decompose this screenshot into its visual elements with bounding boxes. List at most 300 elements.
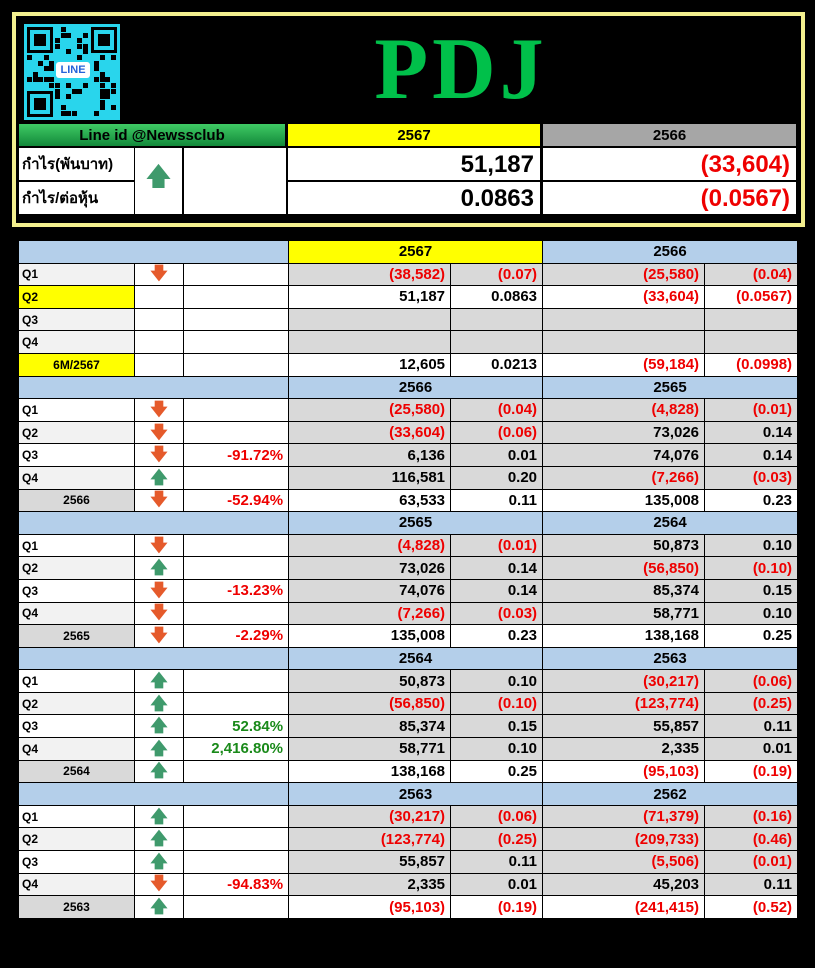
growth-percent [184,896,289,919]
arrow-down-icon: 🡇 [150,535,168,555]
table-row [19,489,798,512]
row-label: 2564 [19,760,135,783]
table-row [19,579,798,602]
value-previous: (59,184) [543,353,705,376]
table-row [19,760,798,783]
eps-previous: 0.10 [705,534,798,557]
qr-module [100,72,105,77]
qr-module [66,33,71,38]
table-row [19,444,798,467]
brand-title: PDJ [374,21,548,118]
table-row [19,399,798,422]
table-row [19,738,798,761]
row-label: Q1 [19,263,135,286]
qr-module [38,77,43,82]
qr-module [55,38,60,43]
eps-previous [705,308,798,331]
qr-module [105,94,110,99]
growth-percent [184,286,289,309]
qr-module [100,94,105,99]
eps-previous: (0.0998) [705,353,798,376]
section-header-blank [19,783,289,806]
eps-current: 0.0863 [451,286,543,309]
qr-module [66,94,71,99]
qr-module [111,89,116,94]
growth-percent: 52.84% [184,715,289,738]
eps-previous: (0.25) [705,692,798,715]
row-label: 6M/2567 [19,353,135,376]
qr-module [83,44,88,49]
value-previous [543,331,705,354]
eps-label: กำไร/ต่อหุ้น [18,181,183,215]
qr-module [77,38,82,43]
table-row [19,692,798,715]
eps-previous: (0.04) [705,263,798,286]
eps-current: (0.07) [451,263,543,286]
eps-current: 0.14 [451,579,543,602]
value-current: (95,103) [289,896,451,919]
value-previous: (25,580) [543,263,705,286]
eps-previous: (0.0567) [542,181,797,215]
qr-module [33,72,38,77]
section-header-row [19,512,798,535]
eps-current: (0.04) [451,399,543,422]
row-label: Q1 [19,534,135,557]
growth-percent [184,760,289,783]
qr-module [61,27,66,32]
trend-cell [135,873,184,896]
row-label: Q3 [19,579,135,602]
qr-module [33,77,38,82]
qr-module [77,89,82,94]
table-row [19,466,798,489]
row-label: Q3 [19,851,135,874]
row-label: Q3 [19,715,135,738]
qr-module [55,44,60,49]
section-year-previous: 2564 [543,512,798,535]
eps-current: 0.14 [451,557,543,580]
section-year-current: 2566 [289,376,543,399]
table-row [19,308,798,331]
growth-percent [184,399,289,422]
table-row [19,331,798,354]
eps-current: 0.10 [451,738,543,761]
eps-current: (0.06) [451,805,543,828]
growth-percent [184,308,289,331]
value-current: 6,136 [289,444,451,467]
qr-module [66,49,71,54]
eps-previous: (0.46) [705,828,798,851]
section-year-current: 2567 [289,241,543,264]
growth-percent [184,263,289,286]
row-label: Q2 [19,557,135,580]
eps-previous: 0.11 [705,715,798,738]
trend-cell [135,602,184,625]
value-previous: (56,850) [543,557,705,580]
value-current: (33,604) [289,421,451,444]
eps-current [451,331,543,354]
eps-current: 0.23 [451,625,543,648]
arrow-up-icon: 🡅 [150,829,168,849]
section-year-current: 2564 [289,647,543,670]
growth-percent [184,466,289,489]
qr-module [38,61,43,66]
growth-percent [184,602,289,625]
table-row [19,828,798,851]
value-current: 138,168 [289,760,451,783]
header-spacer-cell [183,147,287,215]
row-label: Q4 [19,331,135,354]
qr-module [49,83,54,88]
trend-cell [135,353,184,376]
section-year-previous: 2565 [543,376,798,399]
section-year-current: 2565 [289,512,543,535]
eps-current: (0.01) [451,534,543,557]
eps-previous: (0.16) [705,805,798,828]
table-row [19,896,798,919]
value-previous: 2,335 [543,738,705,761]
trend-cell [135,805,184,828]
trend-cell [135,466,184,489]
qr-module [105,77,110,82]
qr-module [55,83,60,88]
eps-previous: (0.10) [705,557,798,580]
section-header-row [19,783,798,806]
qr-module [100,100,105,105]
summary-header [12,12,805,227]
growth-percent: -13.23% [184,579,289,602]
value-previous: (209,733) [543,828,705,851]
trend-cell [135,399,184,422]
eps-current: (0.25) [451,828,543,851]
trend-cell [135,760,184,783]
trend-cell [135,421,184,444]
line-id-label: Line id @Newssclub [18,123,286,147]
trend-cell [135,557,184,580]
qr-module [66,111,71,116]
arrow-down-icon: 🡇 [150,603,168,623]
value-current: 55,857 [289,851,451,874]
trend-cell [135,828,184,851]
table-row [19,557,798,580]
trend-cell [135,692,184,715]
value-current: 135,008 [289,625,451,648]
arrow-up-icon: 🡅 [150,761,168,781]
eps-previous: 0.23 [705,489,798,512]
table-row [19,805,798,828]
value-previous: 58,771 [543,602,705,625]
trend-cell [135,579,184,602]
value-previous: 50,873 [543,534,705,557]
qr-module [44,55,49,60]
arrow-up-icon: 🡅 [150,467,168,487]
trend-cell [134,147,183,215]
qr-module [100,77,105,82]
qr-module [100,105,105,110]
qr-module [100,89,105,94]
table-row [19,421,798,444]
value-current: 63,533 [289,489,451,512]
value-previous: 135,008 [543,489,705,512]
qr-module [27,55,32,60]
arrow-down-icon: 🡇 [150,625,168,645]
table-row [19,873,798,896]
arrow-down-icon: 🡇 [150,874,168,894]
qr-module [61,111,66,116]
row-label: 2563 [19,896,135,919]
qr-module [100,83,105,88]
eps-current: 0.25 [451,760,543,783]
table-row [19,625,798,648]
header-year-current: 2567 [287,123,541,147]
arrow-down-icon: 🡇 [150,264,168,284]
arrow-up-icon: 🡅 [150,716,168,736]
value-previous: (5,506) [543,851,705,874]
growth-percent [184,851,289,874]
section-header-blank [19,512,289,535]
eps-previous: (0.01) [705,399,798,422]
value-current: (56,850) [289,692,451,715]
eps-previous: 0.01 [705,738,798,761]
row-label: 2566 [19,489,135,512]
value-previous: (4,828) [543,399,705,422]
section-header-blank [19,647,289,670]
growth-percent [184,670,289,693]
growth-percent: -52.94% [184,489,289,512]
eps-current: (0.10) [451,692,543,715]
value-current: 51,187 [289,286,451,309]
arrow-up-icon: 🡅 [150,806,168,826]
value-current: 58,771 [289,738,451,761]
table-row [19,602,798,625]
trend-cell [135,851,184,874]
qr-module [49,77,54,82]
qr-module [77,44,82,49]
row-label: Q1 [19,399,135,422]
section-header-row [19,241,798,264]
eps-previous: 0.14 [705,444,798,467]
eps-current: 0.20 [451,466,543,489]
qr-module [66,83,71,88]
arrow-up-icon: 🡅 [150,671,168,691]
profit-label: กำไร(พันบาท) [18,147,183,181]
row-label: Q3 [19,444,135,467]
value-current: 2,335 [289,873,451,896]
growth-percent: -2.29% [184,625,289,648]
growth-percent: 2,416.80% [184,738,289,761]
qr-module [61,105,66,110]
qr-finder-icon [27,27,53,53]
section-year-previous: 2563 [543,647,798,670]
value-current: (123,774) [289,828,451,851]
qr-module [61,33,66,38]
arrow-down-icon: 🡇 [150,445,168,465]
eps-current: 0.0863 [287,181,541,215]
arrow-down-icon: 🡇 [150,422,168,442]
qr-module [83,33,88,38]
qr-module [111,83,116,88]
qr-module [27,77,32,82]
trend-cell [135,738,184,761]
growth-percent [184,421,289,444]
arrow-up-icon: 🡅 [150,693,168,713]
profit-current: 51,187 [287,147,541,181]
trend-cell [135,263,184,286]
eps-previous [705,331,798,354]
value-current: 74,076 [289,579,451,602]
row-label: Q2 [19,286,135,309]
line-qr-code[interactable] [24,24,120,120]
value-previous: (123,774) [543,692,705,715]
qr-module [83,49,88,54]
eps-current: 0.01 [451,873,543,896]
value-previous: 45,203 [543,873,705,896]
section-header-blank [19,376,289,399]
qr-module [49,66,54,71]
eps-previous: (0.01) [705,851,798,874]
eps-current: 0.0213 [451,353,543,376]
qr-module [94,111,99,116]
eps-previous: (0.06) [705,670,798,693]
eps-previous: 0.25 [705,625,798,648]
arrow-down-icon: 🡇 [150,399,168,419]
growth-percent [184,353,289,376]
section-year-previous: 2566 [543,241,798,264]
value-current: 116,581 [289,466,451,489]
value-current: 50,873 [289,670,451,693]
eps-current: 0.01 [451,444,543,467]
qr-module [72,89,77,94]
row-label: Q4 [19,602,135,625]
eps-current: (0.03) [451,602,543,625]
value-current [289,331,451,354]
value-previous: (71,379) [543,805,705,828]
eps-current: 0.15 [451,715,543,738]
qr-module [44,77,49,82]
row-label: Q1 [19,670,135,693]
row-label: Q4 [19,466,135,489]
trend-cell [135,896,184,919]
trend-cell [135,489,184,512]
qr-module [111,105,116,110]
trend-cell [135,444,184,467]
row-label: Q2 [19,692,135,715]
value-previous: 138,168 [543,625,705,648]
qr-finder-icon [27,91,53,117]
section-header-blank [19,241,289,264]
qr-module [55,94,60,99]
value-previous: (30,217) [543,670,705,693]
eps-previous: (0.52) [705,896,798,919]
eps-current [451,308,543,331]
section-year-previous: 2562 [543,783,798,806]
row-label: Q3 [19,308,135,331]
arrow-up-icon: 🡅 [150,738,168,758]
eps-previous: 0.11 [705,873,798,896]
row-label: Q4 [19,738,135,761]
qr-module [72,111,77,116]
qr-module [44,66,49,71]
row-label: Q4 [19,873,135,896]
arrow-up-icon: 🡅 [150,897,168,917]
eps-previous: (0.0567) [705,286,798,309]
qr-module [94,61,99,66]
value-previous: (241,415) [543,896,705,919]
value-current [289,308,451,331]
growth-percent: -94.83% [184,873,289,896]
trend-cell [135,625,184,648]
trend-cell [135,670,184,693]
table-row [19,263,798,286]
eps-previous: 0.10 [705,602,798,625]
eps-current: (0.19) [451,896,543,919]
eps-previous: (0.03) [705,466,798,489]
value-current: 73,026 [289,557,451,580]
eps-previous: 0.15 [705,579,798,602]
arrow-down-icon: 🡇 [150,490,168,510]
value-current: (4,828) [289,534,451,557]
eps-current: (0.06) [451,421,543,444]
trend-cell [135,534,184,557]
arrow-up-icon: 🡅 [150,851,168,871]
value-current: (25,580) [289,399,451,422]
value-current: (7,266) [289,602,451,625]
quarterly-results-table [18,240,798,919]
value-previous: (95,103) [543,760,705,783]
qr-module [94,66,99,71]
table-row [19,851,798,874]
arrow-down-icon: 🡇 [150,580,168,600]
qr-module [49,61,54,66]
value-previous: 85,374 [543,579,705,602]
value-current: (30,217) [289,805,451,828]
value-current: 12,605 [289,353,451,376]
qr-module [77,55,82,60]
section-header-row [19,376,798,399]
trend-cell [135,286,184,309]
table-row [19,715,798,738]
value-previous: 55,857 [543,715,705,738]
growth-percent [184,534,289,557]
section-year-current: 2563 [289,783,543,806]
growth-percent [184,331,289,354]
eps-previous: (0.19) [705,760,798,783]
table-row [19,286,798,309]
qr-module [100,55,105,60]
qr-module [83,83,88,88]
row-label: Q2 [19,828,135,851]
trend-cell [135,331,184,354]
row-label: 2565 [19,625,135,648]
growth-percent [184,828,289,851]
qr-module [94,77,99,82]
value-current: 85,374 [289,715,451,738]
qr-module [111,55,116,60]
qr-finder-icon [91,27,117,53]
row-label: Q1 [19,805,135,828]
eps-previous: 0.14 [705,421,798,444]
row-label: Q2 [19,421,135,444]
eps-current: 0.11 [451,851,543,874]
line-logo-icon: LINE [56,62,90,78]
value-previous: (7,266) [543,466,705,489]
table-row [19,670,798,693]
eps-current: 0.11 [451,489,543,512]
header-year-previous: 2566 [542,123,797,147]
table-row [19,353,798,376]
value-previous: 74,076 [543,444,705,467]
growth-percent [184,805,289,828]
